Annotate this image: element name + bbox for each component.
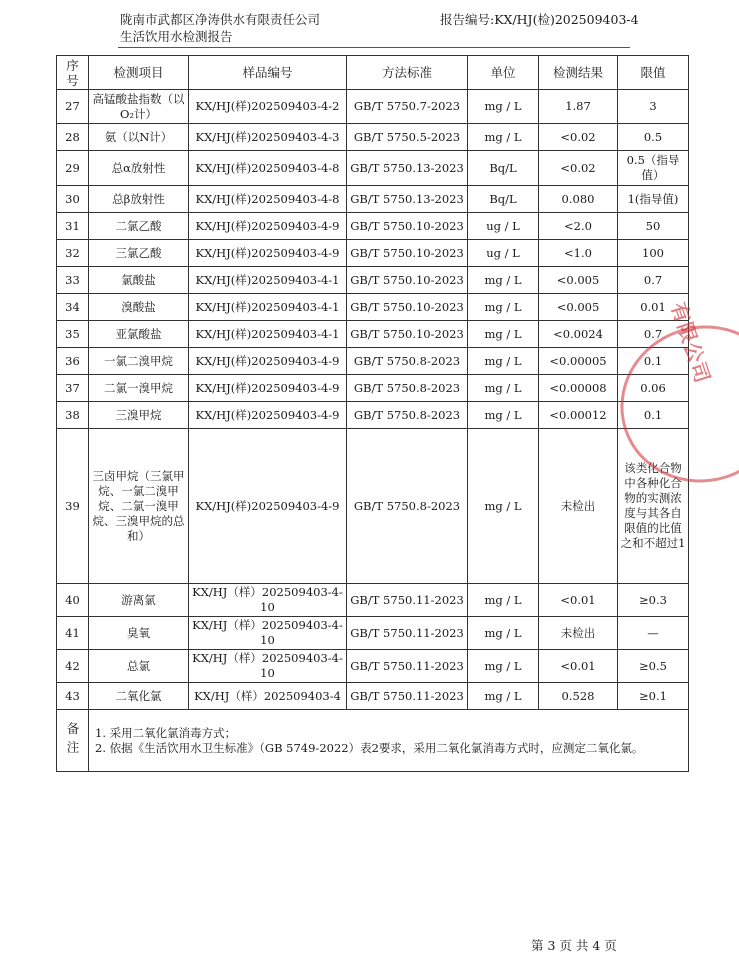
cell-item: 氯酸盐 (89, 267, 189, 294)
table-row (57, 124, 689, 151)
cell-limit: 0.5 (618, 124, 689, 151)
cell-unit: Bq/L (468, 186, 539, 213)
cell-no: 39 (57, 429, 89, 584)
cell-sample: KX/HJ(样)202509403-4-9 (189, 240, 347, 267)
cell-method: GB/T 5750.8-2023 (347, 402, 468, 429)
cell-result: <0.005 (539, 294, 618, 321)
table-header-row (57, 56, 689, 90)
cell-result: <0.00008 (539, 375, 618, 402)
cell-no: 35 (57, 321, 89, 348)
cell-limit: 3 (618, 90, 689, 124)
col-header-method: 方法标准 (347, 56, 468, 90)
cell-item: 二氯乙酸 (89, 213, 189, 240)
cell-unit: mg / L (468, 617, 539, 650)
cell-item: 三卤甲烷（三氯甲烷、一氯二溴甲烷、二氯一溴甲烷、三溴甲烷的总和） (89, 429, 189, 584)
cell-no: 27 (57, 90, 89, 124)
cell-item: 氨（以N计） (89, 124, 189, 151)
cell-method: GB/T 5750.10-2023 (347, 240, 468, 267)
cell-item: 溴酸盐 (89, 294, 189, 321)
col-header-result: 检测结果 (539, 56, 618, 90)
cell-limit: — (618, 617, 689, 650)
cell-item: 臭氧 (89, 617, 189, 650)
cell-limit: 0.1 (618, 348, 689, 375)
cell-no: 34 (57, 294, 89, 321)
cell-no: 42 (57, 650, 89, 683)
cell-no: 38 (57, 402, 89, 429)
cell-limit: 0.7 (618, 321, 689, 348)
table-row (57, 375, 689, 402)
cell-item: 总α放射性 (89, 151, 189, 186)
cell-sample: KX/HJ(样)202509403-4-8 (189, 186, 347, 213)
cell-unit: mg / L (468, 124, 539, 151)
header-divider (118, 47, 630, 48)
cell-result: <1.0 (539, 240, 618, 267)
cell-unit: mg / L (468, 321, 539, 348)
cell-sample: KX/HJ(样)202509403-4-9 (189, 213, 347, 240)
cell-result: 未检出 (539, 617, 618, 650)
cell-sample: KX/HJ(样)202509403-4-1 (189, 321, 347, 348)
cell-result: 未检出 (539, 429, 618, 584)
cell-method: GB/T 5750.11-2023 (347, 650, 468, 683)
cell-sample: KX/HJ(样)202509403-4-8 (189, 151, 347, 186)
table-row (57, 240, 689, 267)
cell-unit: mg / L (468, 584, 539, 617)
col-header-item: 检测项目 (89, 56, 189, 90)
results-table (56, 55, 689, 772)
table-row (57, 90, 689, 124)
notes-row (57, 710, 689, 772)
cell-item: 三溴甲烷 (89, 402, 189, 429)
header-left (120, 11, 320, 45)
cell-sample: KX/HJ(样)202509403-4-3 (189, 124, 347, 151)
cell-unit: ug / L (468, 240, 539, 267)
cell-result: <0.0024 (539, 321, 618, 348)
cell-method: GB/T 5750.8-2023 (347, 348, 468, 375)
cell-sample: KX/HJ（样）202509403-4-10 (189, 617, 347, 650)
cell-no: 37 (57, 375, 89, 402)
cell-unit: mg / L (468, 348, 539, 375)
cell-limit: ≥0.3 (618, 584, 689, 617)
cell-limit: ≥0.1 (618, 683, 689, 710)
cell-sample: KX/HJ(样)202509403-4-9 (189, 402, 347, 429)
cell-limit: 0.5（指导值） (618, 151, 689, 186)
cell-method: GB/T 5750.10-2023 (347, 321, 468, 348)
cell-limit: ≥0.5 (618, 650, 689, 683)
cell-no: 41 (57, 617, 89, 650)
cell-method: GB/T 5750.10-2023 (347, 294, 468, 321)
cell-method: GB/T 5750.8-2023 (347, 375, 468, 402)
table-row (57, 213, 689, 240)
cell-sample: KX/HJ(样)202509403-4-2 (189, 90, 347, 124)
table-row (57, 683, 689, 710)
cell-sample: KX/HJ（样）202509403-4-10 (189, 584, 347, 617)
cell-unit: mg / L (468, 294, 539, 321)
cell-unit: mg / L (468, 402, 539, 429)
cell-item: 游离氯 (89, 584, 189, 617)
cell-no: 32 (57, 240, 89, 267)
table-row (57, 402, 689, 429)
cell-no: 31 (57, 213, 89, 240)
table-row (57, 429, 689, 584)
col-header-unit: 单位 (468, 56, 539, 90)
cell-limit: 1(指导值) (618, 186, 689, 213)
cell-unit: mg / L (468, 90, 539, 124)
cell-result: <0.00012 (539, 402, 618, 429)
note-line-2: 2. 依据《生活饮用水卫生标准》（GB 5749-2022）表2要求，采用二氧化氯消毒方式时，应测定二氧化氯。 (95, 740, 644, 755)
cell-sample: KX/HJ(样)202509403-4-9 (189, 348, 347, 375)
cell-sample: KX/HJ（样）202509403-4-10 (189, 650, 347, 683)
cell-unit: mg / L (468, 267, 539, 294)
cell-unit: ug / L (468, 213, 539, 240)
cell-limit: 该类化合物中各种化合物的实测浓度与其各自限值的比值之和不超过1 (618, 429, 689, 584)
table-row (57, 151, 689, 186)
cell-unit: mg / L (468, 429, 539, 584)
cell-method: GB/T 5750.8-2023 (347, 429, 468, 584)
col-header-sample: 样品编号 (189, 56, 347, 90)
table-row (57, 186, 689, 213)
cell-sample: KX/HJ(样)202509403-4-1 (189, 294, 347, 321)
cell-method: GB/T 5750.7-2023 (347, 90, 468, 124)
cell-unit: mg / L (468, 683, 539, 710)
cell-item: 高锰酸盐指数（以O₂计） (89, 90, 189, 124)
company-name: 陇南市武都区净涛供水有限责任公司 (120, 12, 321, 27)
cell-unit: Bq/L (468, 151, 539, 186)
cell-limit: 0.01 (618, 294, 689, 321)
col-header-limit: 限值 (618, 56, 689, 90)
cell-result: <0.02 (539, 151, 618, 186)
cell-sample: KX/HJ(样)202509403-4-9 (189, 429, 347, 584)
cell-result: 0.080 (539, 186, 618, 213)
cell-unit: mg / L (468, 650, 539, 683)
cell-result: <0.005 (539, 267, 618, 294)
notes-label: 备注 (57, 710, 89, 772)
cell-no: 30 (57, 186, 89, 213)
page-footer: 第 3 页 共 4 页 (531, 938, 617, 953)
cell-no: 28 (57, 124, 89, 151)
cell-sample: KX/HJ（样）202509403-4 (189, 683, 347, 710)
table-row (57, 650, 689, 683)
report-number: 报告编号:KX/HJ(检)202509403-4 (440, 12, 639, 27)
notes-body (89, 710, 689, 772)
col-header-no: 序 号 (57, 56, 89, 90)
cell-limit: 0.06 (618, 375, 689, 402)
table-row (57, 321, 689, 348)
cell-result: 1.87 (539, 90, 618, 124)
cell-no: 36 (57, 348, 89, 375)
cell-no: 43 (57, 683, 89, 710)
cell-limit: 0.1 (618, 402, 689, 429)
cell-no: 33 (57, 267, 89, 294)
cell-item: 二氧化氯 (89, 683, 189, 710)
cell-item: 一氯二溴甲烷 (89, 348, 189, 375)
cell-limit: 50 (618, 213, 689, 240)
cell-no: 29 (57, 151, 89, 186)
cell-method: GB/T 5750.11-2023 (347, 617, 468, 650)
table-row (57, 294, 689, 321)
table-row (57, 267, 689, 294)
cell-method: GB/T 5750.11-2023 (347, 584, 468, 617)
cell-method: GB/T 5750.5-2023 (347, 124, 468, 151)
cell-method: GB/T 5750.13-2023 (347, 186, 468, 213)
seal-text: 有限公司 (666, 299, 716, 387)
cell-item: 总氯 (89, 650, 189, 683)
cell-method: GB/T 5750.11-2023 (347, 683, 468, 710)
cell-limit: 100 (618, 240, 689, 267)
cell-result: <0.01 (539, 584, 618, 617)
cell-result: <0.01 (539, 650, 618, 683)
cell-sample: KX/HJ(样)202509403-4-9 (189, 375, 347, 402)
cell-result: <0.02 (539, 124, 618, 151)
cell-unit: mg / L (468, 375, 539, 402)
cell-no: 40 (57, 584, 89, 617)
cell-limit: 0.7 (618, 267, 689, 294)
table-row (57, 348, 689, 375)
cell-method: GB/T 5750.13-2023 (347, 151, 468, 186)
cell-result: <0.00005 (539, 348, 618, 375)
cell-item: 二氯一溴甲烷 (89, 375, 189, 402)
cell-item: 亚氯酸盐 (89, 321, 189, 348)
report-type: 生活饮用水检测报告 (120, 29, 233, 44)
cell-result: <2.0 (539, 213, 618, 240)
cell-item: 三氯乙酸 (89, 240, 189, 267)
cell-method: GB/T 5750.10-2023 (347, 213, 468, 240)
cell-item: 总β放射性 (89, 186, 189, 213)
table-row (57, 617, 689, 650)
cell-method: GB/T 5750.10-2023 (347, 267, 468, 294)
note-line-1: 1. 采用二氧化氯消毒方式； (95, 725, 237, 740)
cell-result: 0.528 (539, 683, 618, 710)
table-row (57, 584, 689, 617)
cell-sample: KX/HJ(样)202509403-4-1 (189, 267, 347, 294)
